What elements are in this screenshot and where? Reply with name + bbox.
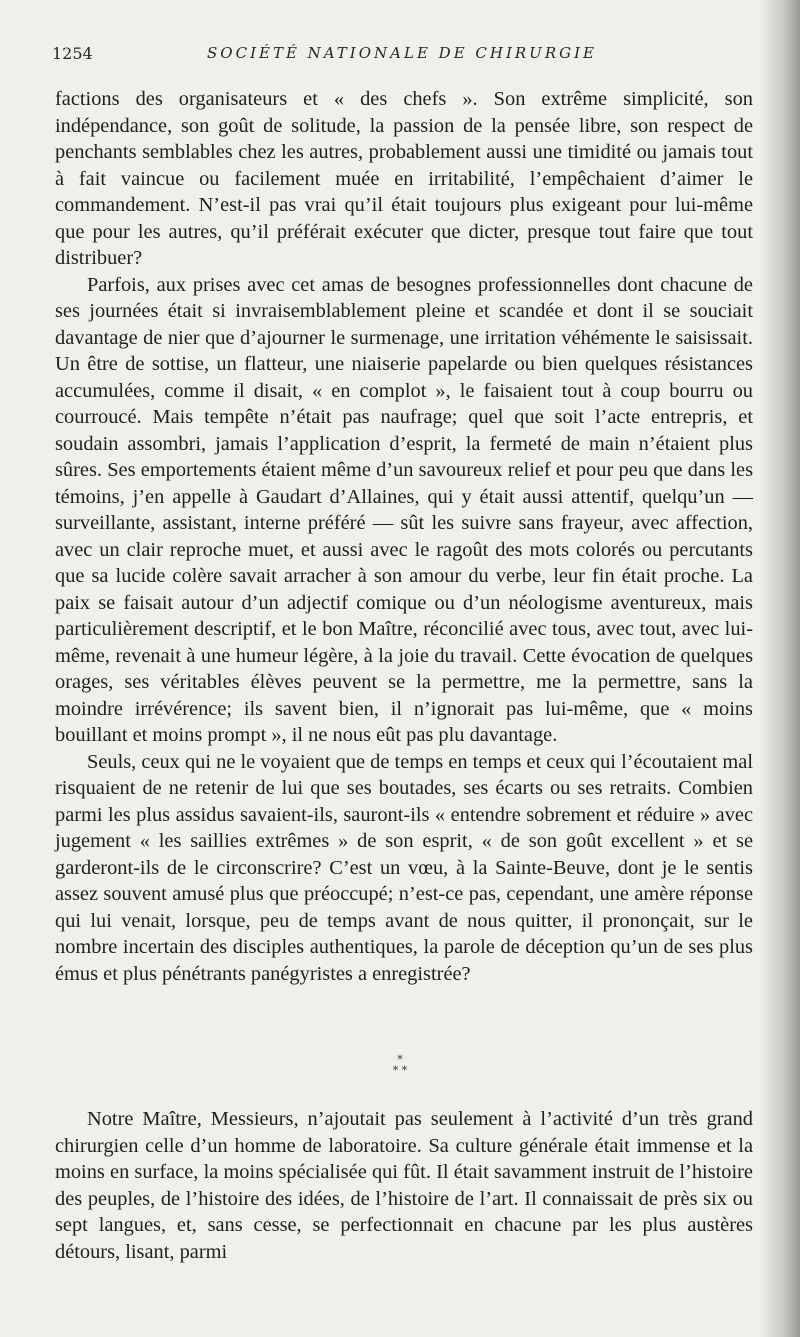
page-number: 1254 — [52, 44, 93, 63]
asterism-bottom-stars: * * — [392, 1064, 408, 1077]
asterism-top-star: * — [397, 1053, 403, 1066]
paragraph: Seuls, ceux qui ne le voyaient que de temps en temps et ceux qui l’écoutaient mal risquaient de ne retenir de lui que ses boutades, ses écarts ou ses retraits. Combien parmi les plus assidus savaient-ils, sauront-ils « entendre sobrement et réduire » avec jugement « les saillies extrêmes » de son esprit, « de son goût excellent » et se garderont-ils de le circonscrire? C’est un vœu, à la Sainte-Beuve, dont je le sentis assez souvent amusé plus que préoccupé; n’est-ce pas, cependant, une amère réponse qui lui venait, lorsque, peu de temps avant de nous quitter, il prononçait, sur le nombre incertain des disciples authentiques, la parole de déception qu’un de ses plus émus et plus pénétrants panégyristes a enregistrée? — [55, 750, 753, 985]
body-text-after-break — [55, 1106, 753, 1265]
paragraph-continued: factions des organisateurs et « des chefs ». Son extrême simplicité, son indépendance, son goût de solitude, la passion de la pensée libre, son respect de penchants semblables chez les autres, probablement aussi une timidité ou jamais tout à fait vaincue ou facilement muée en irritabilité, l’empêchaient d’aimer le commandement. N’est-il pas vrai qu’il était toujours plus exigeant pour lui-même que pour les autres, qu’il préférait exécuter que dicter, presque tout faire que tout distribuer? — [55, 88, 753, 269]
page-header — [52, 44, 752, 68]
paragraph: Notre Maître, Messieurs, n’ajoutait pas seulement à l’activité d’un très grand chirurgien celle d’un homme de laboratoire. Sa culture générale était immense et la moins en surface, la moins spécialisée qui fût. Il était savamment instruit de l’histoire des peuples, de l’histoire des idées, de l’histoire de l’art. Il connaissait de près six ou sept langues, et, sans cesse, se perfectionnait en chacune par les plus austères détours, lisant, parmi — [55, 1108, 753, 1263]
section-break-asterism — [360, 1054, 440, 1076]
page-edge-shadow — [760, 0, 800, 1337]
paragraph: Parfois, aux prises avec cet amas de besognes professionnelles dont chacune de ses journées était si invraisemblablement pleine et scandée et dont il se souciait davantage de nier que d’ajourner le surmenage, une irritation véhémente le saisissait. Un être de sottise, un flatteur, une niaiserie papelarde ou bien quelques résistances accumulées, comme il disait, « en complot », le faisaient tout à coup bourru ou courroucé. Mais tempête n’était pas naufrage; quel que soit l’acte entrepris, et soudain assombri, jamais l’application d’esprit, la fermeté de main n’étaient plus sûres. Ses emportements étaient même d’un savoureux relief et pour peu que dans les témoins, j’en appelle à Gaudart d’Allaines, qui y était aussi attentif, quelqu’un — surveillante, assistant, interne préféré — sût les suivre sans frayeur, avec affection, avec un clair reproche muet, et aussi avec le ragoût des mots colorés ou percutants que sa lucide colère savait arracher à son amour du verbe, leur fin était proche. La paix se faisait autour d’un adjectif comique ou d’un néologisme aventureux, mais particulièrement descriptif, et le bon Maître, réconcilié avec tous, avec tout, avec lui-même, revenait à une humeur légère, à la joie du travail. Cette évocation de quelques orages, ses véritables élèves peuvent se la permettre, me la permettre, sans la moindre irrévérence; ils savent bien, il n’ignorait pas lui-même, que « moins bouillant et moins prompt », il ne nous eût pas plu davantage. — [55, 273, 753, 746]
body-text — [55, 86, 753, 987]
running-title: SOCIÉTÉ NATIONALE DE CHIRURGIE — [207, 44, 597, 62]
